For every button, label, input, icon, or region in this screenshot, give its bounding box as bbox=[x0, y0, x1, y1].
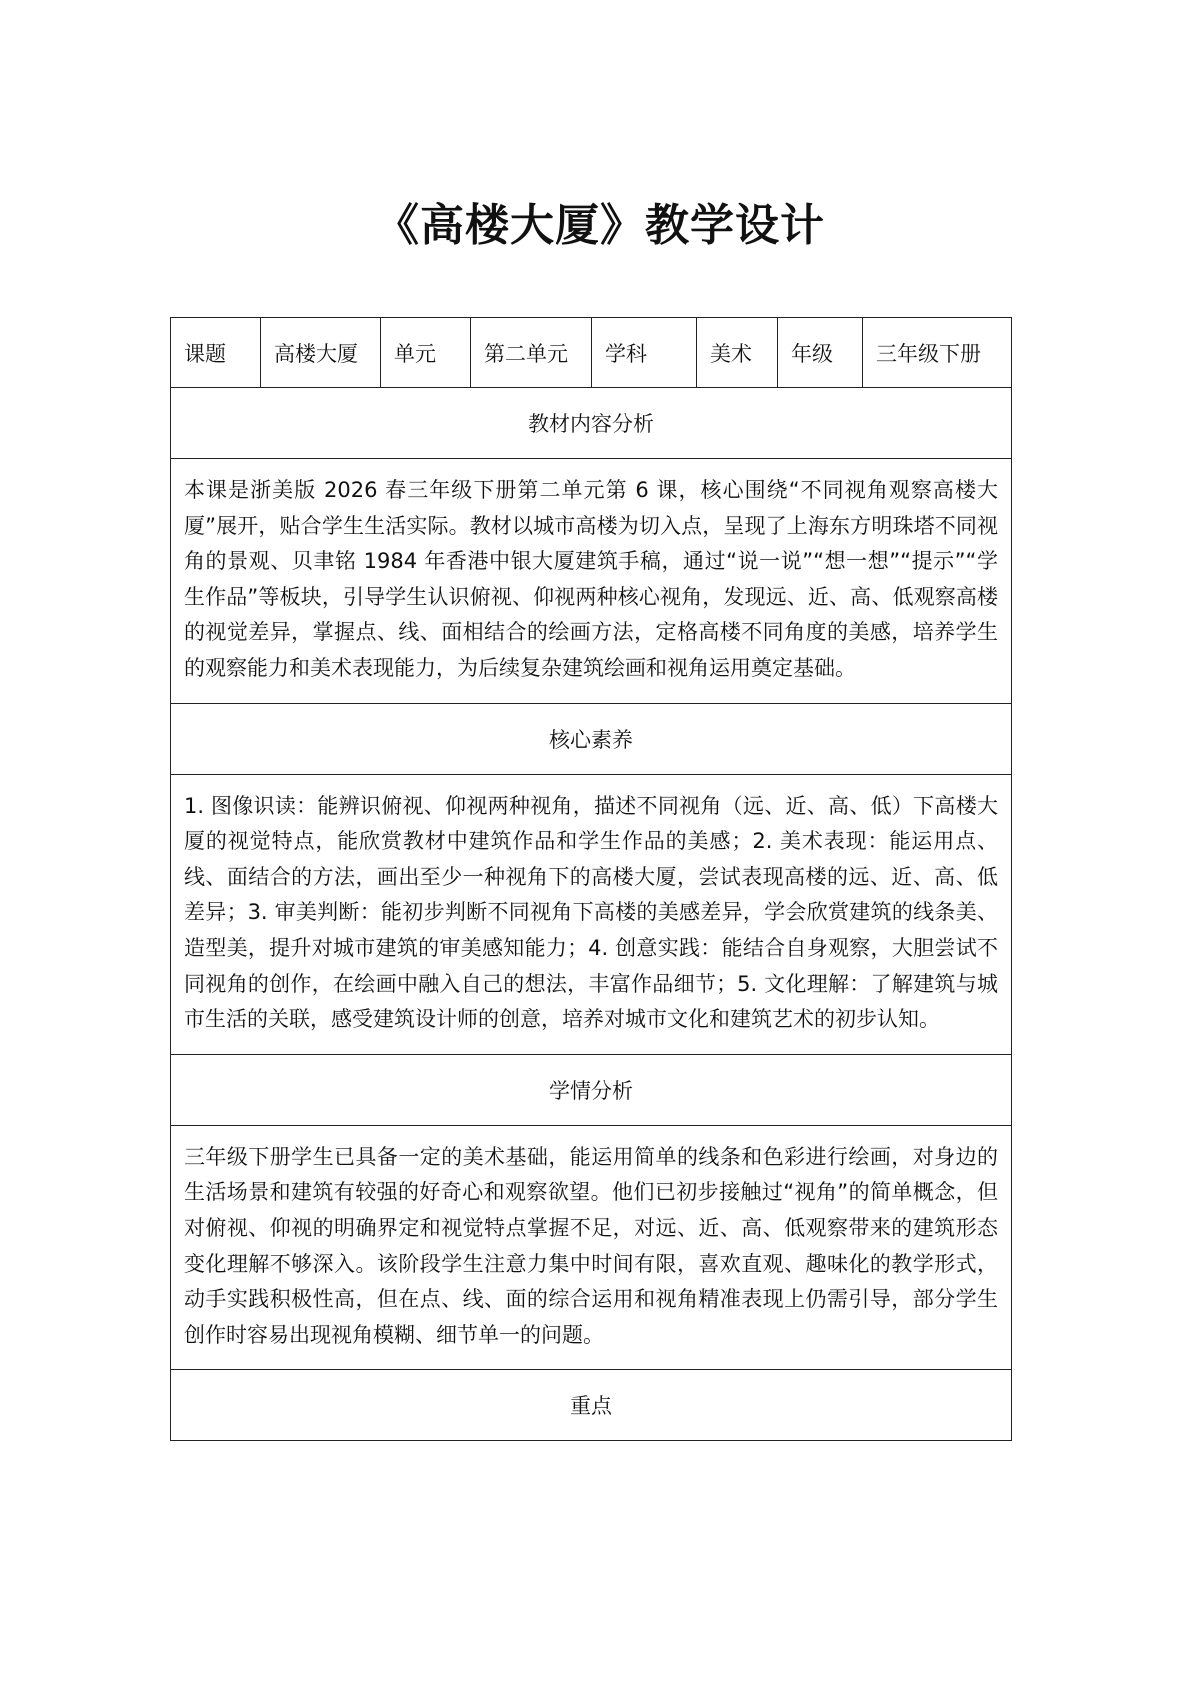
section-heading-key-points: 重点 bbox=[171, 1370, 1012, 1441]
section-heading-content-analysis: 教材内容分析 bbox=[171, 388, 1012, 459]
grade-label: 年级 bbox=[778, 318, 863, 388]
section-title-row bbox=[171, 388, 1012, 459]
section-title-row bbox=[171, 1370, 1012, 1441]
lesson-plan-table bbox=[170, 317, 1012, 1441]
subject-value: 美术 bbox=[697, 318, 778, 388]
topic-value: 高楼大厦 bbox=[261, 318, 381, 388]
content-analysis-text: 本课是浙美版 2026 春三年级下册第二单元第 6 课，核心围绕“不同视角观察高楼大厦”展开，贴合学生生活实际。教材以城市高楼为切入点，呈现了上海东方明珠塔不同视角的景观、贝聿铭 1984 年香港中银大厦建筑手稿，通过“说一说”“想一想”“提示”“学生作品”等板块，引导学生认识俯视、仰视两种核心视角，发现远、近、高、低观察高楼的视觉差异，掌握点、线、面相结合的绘画方法，定格高楼不同角度的美感，培养学生的观察能力和美术表现能力，为后续复杂建筑绘画和视角运用奠定基础。 bbox=[171, 459, 1012, 704]
topic-label: 课题 bbox=[171, 318, 261, 388]
section-heading-learner-analysis: 学情分析 bbox=[171, 1054, 1012, 1125]
subject-label: 学科 bbox=[592, 318, 697, 388]
core-competencies-text: 1. 图像识读：能辨识俯视、仰视两种视角，描述不同视角（远、近、高、低）下高楼大厦的视觉特点，能欣赏教材中建筑作品和学生作品的美感；2. 美术表现：能运用点、线、面结合的方法，画出至少一种视角下的高楼大厦，尝试表现高楼的远、近、高、低差异；3. 审美判断：能初步判断不同视角下高楼的美感差异，学会欣赏建筑的线条美、造型美，提升对城市建筑的审美感知能力；4. 创意实践：能结合自身观察，大胆尝试不同视角的创作，在绘画中融入自己的想法，丰富作品细节；5. 文化理解：了解建筑与城市生活的关联，感受建筑设计师的创意，培养对城市文化和建筑艺术的初步认知。 bbox=[171, 774, 1012, 1054]
section-body-row bbox=[171, 1125, 1012, 1370]
header-row bbox=[171, 318, 1012, 388]
section-title-row bbox=[171, 703, 1012, 774]
unit-label: 单元 bbox=[381, 318, 471, 388]
section-title-row bbox=[171, 1054, 1012, 1125]
learner-analysis-text: 三年级下册学生已具备一定的美术基础，能运用简单的线条和色彩进行绘画，对身边的生活场景和建筑有较强的好奇心和观察欲望。他们已初步接触过“视角”的简单概念，但对俯视、仰视的明确界定和视觉特点掌握不足，对远、近、高、低观察带来的建筑形态变化理解不够深入。该阶段学生注意力集中时间有限，喜欢直观、趣味化的教学形式，动手实践积极性高，但在点、线、面的综合运用和视角精准表现上仍需引导，部分学生创作时容易出现视角模糊、细节单一的问题。 bbox=[171, 1125, 1012, 1370]
section-body-row bbox=[171, 459, 1012, 704]
page-title: 《高楼大厦》教学设计 bbox=[375, 200, 825, 251]
section-heading-core-competencies: 核心素养 bbox=[171, 703, 1012, 774]
grade-value: 三年级下册 bbox=[863, 318, 1012, 388]
section-body-row bbox=[171, 774, 1012, 1054]
unit-value: 第二单元 bbox=[471, 318, 592, 388]
